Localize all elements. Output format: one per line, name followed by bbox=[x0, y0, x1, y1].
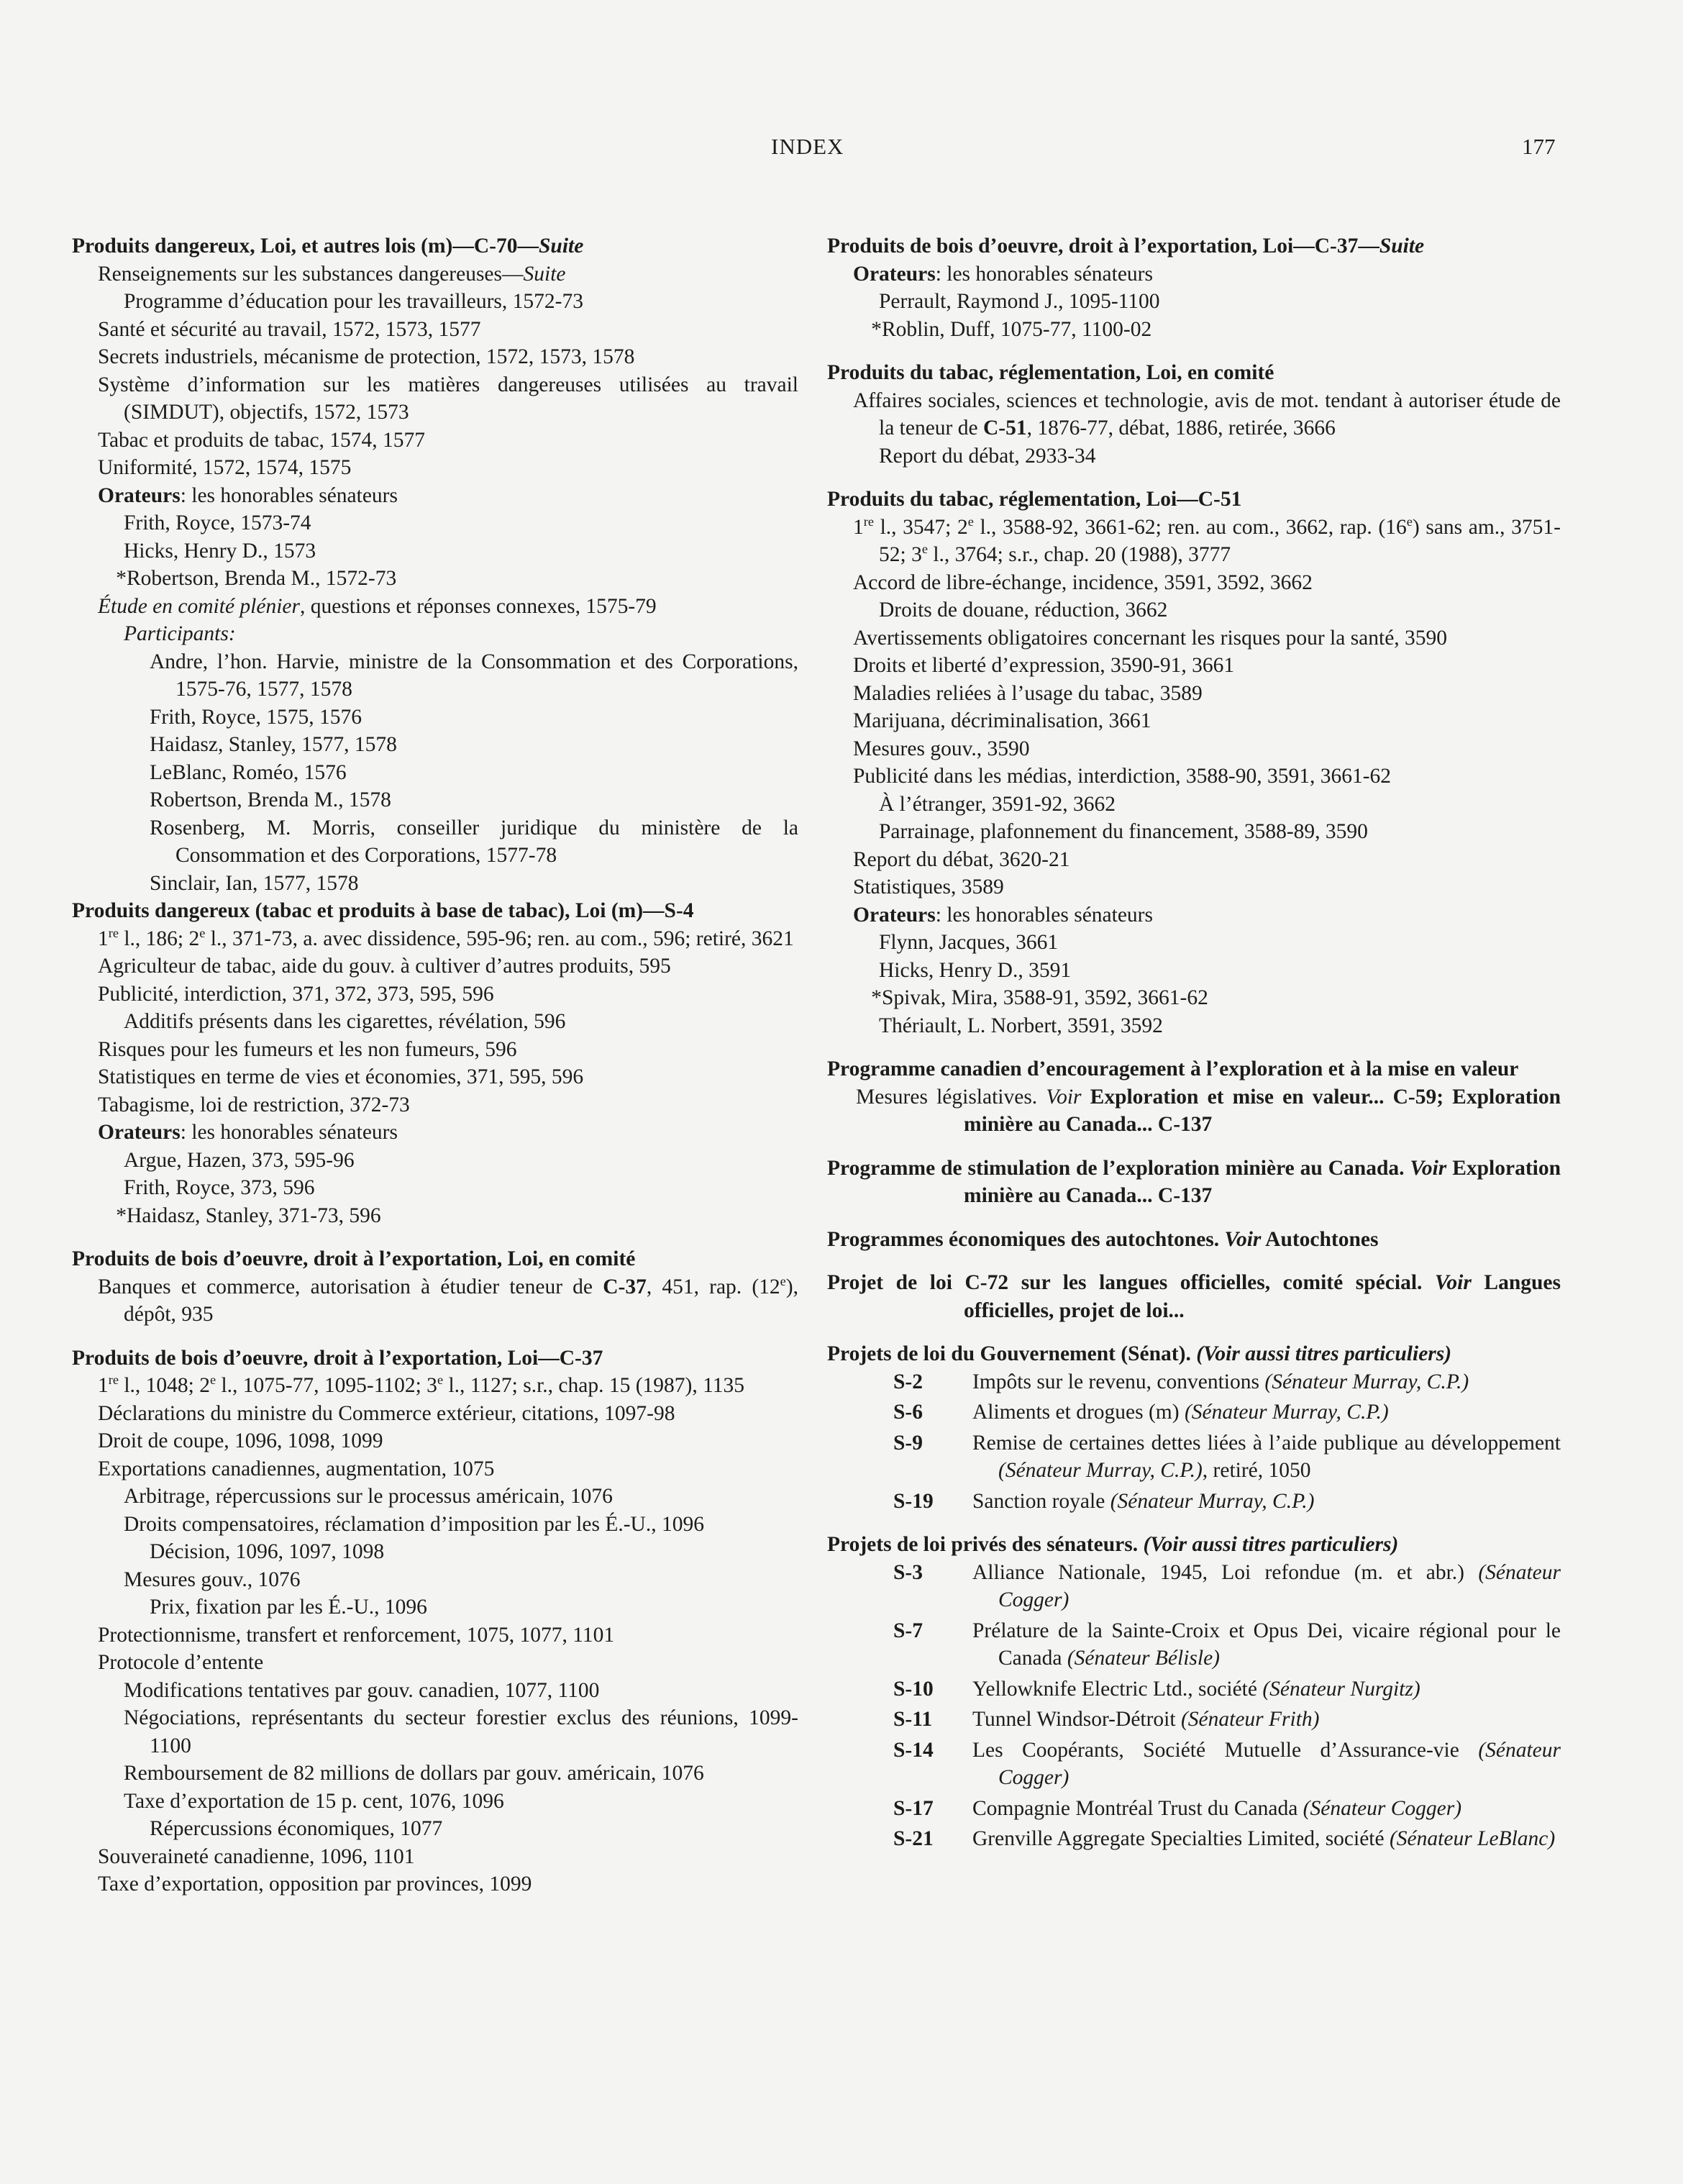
orateurs-label: Orateurs: les honorables sénateurs bbox=[853, 903, 1153, 927]
index-subentry: Report du débat, 2933-34 bbox=[879, 444, 1096, 468]
index-subentry: Risques pour les fumeurs et les non fumeurs, 596 bbox=[98, 1037, 517, 1061]
bill-title: Les Coopérants, Société Mutuelle d’Assurance-vie (Sénateur Cogger) bbox=[972, 1738, 1561, 1789]
index-subentry: Tabagisme, loi de restriction, 372-73 bbox=[98, 1093, 410, 1116]
orateurs-label: Orateurs: les honorables sénateurs bbox=[98, 483, 398, 507]
participant-entry: Haidasz, Stanley, 1577, 1578 bbox=[150, 733, 397, 756]
index-subentry: Mesures gouv., 3590 bbox=[853, 737, 1030, 760]
bill-row bbox=[827, 1368, 1561, 1396]
index-subentry: Droits et liberté d’expression, 3590-91, 3661 bbox=[853, 654, 1235, 677]
index-subentry: Programme d’éducation pour les travailleurs, 1572-73 bbox=[124, 290, 583, 313]
index-subentry: Déclarations du ministre du Commerce extérieur, citations, 1097-98 bbox=[98, 1401, 675, 1425]
index-subentry: Prix, fixation par les É.-U., 1096 bbox=[150, 1596, 427, 1619]
bill-sponsor: (Sénateur Murray, C.P.) bbox=[1110, 1489, 1315, 1513]
index-entry-heading: Produits du tabac, réglementation, Loi—C-51 bbox=[827, 488, 1242, 511]
bill-number: S-11 bbox=[893, 1708, 933, 1731]
index-subentry: Système d’information sur les matières dangereuses utilisées au travail (SIMDUT), objectifs, 1572, 1573 bbox=[98, 373, 798, 424]
speaker-entry: Thériault, L. Norbert, 3591, 3592 bbox=[879, 1014, 1163, 1037]
index-subentry: Additifs présents dans les cigarettes, révélation, 596 bbox=[124, 1010, 566, 1033]
index-entry-heading: Produits de bois d’oeuvre, droit à l’exportation, Loi—C-37—Suite bbox=[827, 235, 1425, 258]
index-subentry: Droits compensatoires, réclamation d’imposition par les É.-U., 1096 bbox=[124, 1512, 704, 1536]
index-entry-heading: Produits de bois d’oeuvre, droit à l’exportation, Loi, en comité bbox=[72, 1247, 636, 1270]
bill-sponsor: (Sénateur Bélisle) bbox=[1067, 1647, 1221, 1670]
index-entry-heading: Projet de loi C-72 sur les langues officielles, comité spécial. Voir Langues officielles, projet de loi... bbox=[827, 1271, 1561, 1322]
speaker-entry: Perrault, Raymond J., 1095-1100 bbox=[879, 290, 1160, 313]
index-subentry: Renseignements sur les substances dangereuses—Suite bbox=[98, 262, 566, 286]
bill-title: Sanction royale (Sénateur Murray, C.P.) bbox=[972, 1489, 1315, 1513]
bill-row bbox=[827, 1825, 1561, 1853]
bill-sponsor: (Sénateur Frith) bbox=[1180, 1708, 1320, 1731]
bill-title: Prélature de la Sainte-Croix et Opus Dei, vicaire régional pour le Canada (Sénateur Bélisle) bbox=[972, 1619, 1561, 1670]
bill-number: S-10 bbox=[893, 1677, 934, 1701]
bill-title: Tunnel Windsor-Détroit (Sénateur Frith) bbox=[972, 1708, 1320, 1731]
bill-title: Compagnie Montréal Trust du Canada (Sénateur Cogger) bbox=[972, 1796, 1462, 1820]
index-subentry: Uniformité, 1572, 1574, 1575 bbox=[98, 456, 352, 479]
index-subentry: Accord de libre-échange, incidence, 3591, 3592, 3662 bbox=[853, 570, 1313, 594]
index-subentry: Parrainage, plafonnement du financement, 3588-89, 3590 bbox=[879, 820, 1368, 843]
index-subentry: Modifications tentatives par gouv. canadien, 1077, 1100 bbox=[124, 1678, 600, 1702]
index-subentry: Exportations canadiennes, augmentation, 1075 bbox=[98, 1457, 495, 1480]
bill-row bbox=[827, 1559, 1561, 1614]
participant-entry: Rosenberg, M. Morris, conseiller juridique du ministère de la Consommation et des Corporations, 1577-78 bbox=[150, 816, 798, 867]
speaker-entry: Argue, Hazen, 373, 595-96 bbox=[124, 1148, 355, 1172]
bill-row bbox=[827, 1488, 1561, 1516]
index-entry-heading: Projets de loi privés des sénateurs. (Voir aussi titres particuliers) bbox=[827, 1533, 1399, 1556]
bill-number: S-6 bbox=[893, 1401, 923, 1424]
page-number: 177 bbox=[1522, 134, 1556, 159]
bill-number: S-14 bbox=[893, 1738, 934, 1762]
index-subentry: À l’étranger, 3591-92, 3662 bbox=[879, 792, 1116, 816]
index-subentry: 1re l., 3547; 2e l., 3588-92, 3661-62; ren. au com., 3662, rap. (16e) sans am., 3751-52; 3e l., 3764; s.r., chap. 20 (1988), 3777 bbox=[853, 514, 1561, 566]
index-subentry: Banques et commerce, autorisation à étudier teneur de C-37, 451, rap. (12e), dépôt, 935 bbox=[98, 1273, 798, 1326]
index-subentry: Mesures législatives. Voir Exploration et mise en valeur... C-59; Exploration minière au Canada... C-137 bbox=[856, 1085, 1561, 1136]
bill-title: Remise de certaines dettes liées à l’aide publique au développement (Sénateur Murray, C.P.), retiré, 1050 bbox=[972, 1431, 1561, 1482]
index-subentry: Publicité dans les médias, interdiction, 3588-90, 3591, 3661-62 bbox=[853, 765, 1392, 788]
index-subentry: Affaires sociales, sciences et technologie, avis de mot. tendant à autoriser étude de la teneur de C-51, 1876-77, débat, 1886, retirée, 3666 bbox=[853, 388, 1561, 440]
speaker-entry: Frith, Royce, 1573-74 bbox=[124, 511, 311, 534]
index-subentry: Protocole d’entente bbox=[98, 1651, 264, 1674]
bill-row bbox=[827, 1429, 1561, 1485]
bill-number: S-7 bbox=[893, 1619, 923, 1642]
index-subentry: Agriculteur de tabac, aide du gouv. à cultiver d’autres produits, 595 bbox=[98, 955, 671, 978]
left-column bbox=[72, 232, 798, 1898]
index-entry-heading: Produits de bois d’oeuvre, droit à l’exportation, Loi—C-37 bbox=[72, 1346, 603, 1370]
bill-sponsor: (Sénateur Murray, C.P.) bbox=[998, 1459, 1203, 1482]
index-subentry: Taxe d’exportation de 15 p. cent, 1076, 1096 bbox=[124, 1789, 504, 1813]
speaker-entry: Hicks, Henry D., 1573 bbox=[124, 539, 316, 563]
index-subentry: Droit de coupe, 1096, 1098, 1099 bbox=[98, 1429, 383, 1452]
index-subentry: 1re l., 1048; 2e l., 1075-77, 1095-1102; 3e l., 1127; s.r., chap. 15 (1987), 1135 bbox=[98, 1373, 745, 1397]
speaker-entry: Hicks, Henry D., 3591 bbox=[879, 958, 1072, 982]
index-subentry: Négociations, représentants du secteur forestier exclus des réunions, 1099-1100 bbox=[124, 1706, 798, 1757]
index-subentry: Taxe d’exportation, opposition par provinces, 1099 bbox=[98, 1873, 532, 1896]
speaker-entry: Frith, Royce, 373, 596 bbox=[124, 1176, 315, 1199]
bill-row bbox=[827, 1617, 1561, 1673]
bill-title: Aliments et drogues (m) (Sénateur Murray, C.P.) bbox=[972, 1401, 1389, 1424]
index-subentry: Avertissements obligatoires concernant les risques pour la santé, 3590 bbox=[853, 626, 1448, 650]
bill-title: Grenville Aggregate Specialties Limited, société (Sénateur LeBlanc) bbox=[972, 1827, 1556, 1850]
speaker-entry: *Roblin, Duff, 1075-77, 1100-02 bbox=[871, 317, 1152, 341]
bill-sponsor: (Sénateur Nurgitz) bbox=[1262, 1677, 1420, 1701]
running-head: INDEX bbox=[771, 134, 844, 159]
index-subentry: Marijuana, décriminalisation, 3661 bbox=[853, 709, 1151, 732]
index-subentry: Souveraineté canadienne, 1096, 1101 bbox=[98, 1844, 415, 1868]
index-subentry: Report du débat, 3620-21 bbox=[853, 847, 1070, 871]
index-subentry: Mesures gouv., 1076 bbox=[124, 1568, 301, 1591]
index-subentry: Santé et sécurité au travail, 1572, 1573, 1577 bbox=[98, 317, 481, 341]
bill-row bbox=[827, 1706, 1561, 1734]
index-subentry: Décision, 1096, 1097, 1098 bbox=[150, 1540, 385, 1563]
bill-row bbox=[827, 1675, 1561, 1703]
bill-number: S-3 bbox=[893, 1560, 923, 1584]
bill-number: S-17 bbox=[893, 1796, 934, 1820]
speaker-entry: Flynn, Jacques, 3661 bbox=[879, 931, 1059, 954]
participant-entry: Robertson, Brenda M., 1578 bbox=[150, 788, 391, 811]
index-entry-heading: Produits dangereux (tabac et produits à base de tabac), Loi (m)—S-4 bbox=[72, 899, 694, 922]
bill-row bbox=[827, 1795, 1561, 1823]
index-subentry: Étude en comité plénier, questions et réponses connexes, 1575-79 bbox=[98, 594, 657, 618]
speaker-entry: *Robertson, Brenda M., 1572-73 bbox=[116, 567, 397, 590]
index-entry-heading: Projets de loi du Gouvernement (Sénat). (Voir aussi titres particuliers) bbox=[827, 1342, 1452, 1365]
bill-number: S-21 bbox=[893, 1827, 934, 1850]
bill-sponsor: (Sénateur LeBlanc) bbox=[1389, 1827, 1556, 1850]
orateurs-label: Orateurs: les honorables sénateurs bbox=[853, 262, 1153, 286]
index-subentry: Arbitrage, répercussions sur le processus américain, 1076 bbox=[124, 1485, 613, 1508]
orateurs-label: Orateurs: les honorables sénateurs bbox=[98, 1121, 398, 1144]
index-subentry: Statistiques, 3589 bbox=[853, 875, 1004, 898]
bill-number: S-9 bbox=[893, 1431, 923, 1455]
bill-sponsor: (Sénateur Murray, C.P.) bbox=[1264, 1370, 1469, 1393]
bill-sponsor: (Sénateur Murray, C.P.) bbox=[1184, 1401, 1389, 1424]
bill-number: S-19 bbox=[893, 1489, 934, 1513]
index-entry-heading: Programme canadien d’encouragement à l’exploration et à la mise en valeur bbox=[827, 1057, 1519, 1080]
index-entry-heading: Programme de stimulation de l’exploration minière au Canada. Voir Exploration minière au Canada... C-137 bbox=[827, 1156, 1561, 1207]
bill-number: S-2 bbox=[893, 1370, 923, 1393]
participant-entry: Sinclair, Ian, 1577, 1578 bbox=[150, 871, 359, 895]
index-subentry: Statistiques en terme de vies et économies, 371, 595, 596 bbox=[98, 1065, 584, 1088]
index-subentry: Protectionnisme, transfert et renforcement, 1075, 1077, 1101 bbox=[98, 1623, 615, 1647]
index-subentry: Secrets industriels, mécanisme de protection, 1572, 1573, 1578 bbox=[98, 345, 635, 368]
index-entry-heading: Produits dangereux, Loi, et autres lois (m)—C-70—Suite bbox=[72, 235, 584, 258]
participants-label: Participants: bbox=[124, 622, 236, 645]
bill-sponsor: (Sénateur Cogger) bbox=[1303, 1796, 1462, 1820]
speaker-entry: *Haidasz, Stanley, 371-73, 596 bbox=[116, 1204, 381, 1227]
bill-sponsor: (Sénateur Cogger) bbox=[998, 1738, 1561, 1789]
index-entry-heading: Programmes économiques des autochtones. Voir Autochtones bbox=[827, 1227, 1379, 1251]
index-entry-heading: Produits du tabac, réglementation, Loi, en comité bbox=[827, 361, 1274, 384]
participant-entry: Andre, l’hon. Harvie, ministre de la Consommation et des Corporations, 1575-76, 1577, 1578 bbox=[150, 650, 798, 701]
government-bills-list bbox=[827, 1368, 1561, 1516]
right-column bbox=[827, 232, 1561, 1856]
index-subentry: Remboursement de 82 millions de dollars par gouv. américain, 1076 bbox=[124, 1762, 704, 1785]
bill-row bbox=[827, 1398, 1561, 1427]
index-subentry: Droits de douane, réduction, 3662 bbox=[879, 599, 1168, 622]
bill-row bbox=[827, 1737, 1561, 1792]
participant-entry: LeBlanc, Roméo, 1576 bbox=[150, 760, 347, 784]
bill-title: Yellowknife Electric Ltd., société (Sénateur Nurgitz) bbox=[972, 1677, 1420, 1701]
index-subentry: Répercussions économiques, 1077 bbox=[150, 1817, 443, 1840]
index-subentry: 1re l., 186; 2e l., 371-73, a. avec dissidence, 595-96; ren. au com., 596; retiré, 3621 bbox=[98, 925, 794, 950]
index-subentry: Maladies reliées à l’usage du tabac, 3589 bbox=[853, 681, 1203, 705]
speaker-entry: *Spivak, Mira, 3588-91, 3592, 3661-62 bbox=[871, 986, 1208, 1009]
bill-title: Alliance Nationale, 1945, Loi refondue (m. et abr.) (Sénateur Cogger) bbox=[972, 1560, 1561, 1611]
index-subentry: Tabac et produits de tabac, 1574, 1577 bbox=[98, 428, 426, 452]
bill-sponsor: (Sénateur Cogger) bbox=[998, 1560, 1561, 1611]
private-bills-list bbox=[827, 1559, 1561, 1853]
index-subentry: Publicité, interdiction, 371, 372, 373, 595, 596 bbox=[98, 982, 494, 1006]
participant-entry: Frith, Royce, 1575, 1576 bbox=[150, 705, 362, 729]
bill-title: Impôts sur le revenu, conventions (Sénateur Murray, C.P.) bbox=[972, 1370, 1469, 1393]
